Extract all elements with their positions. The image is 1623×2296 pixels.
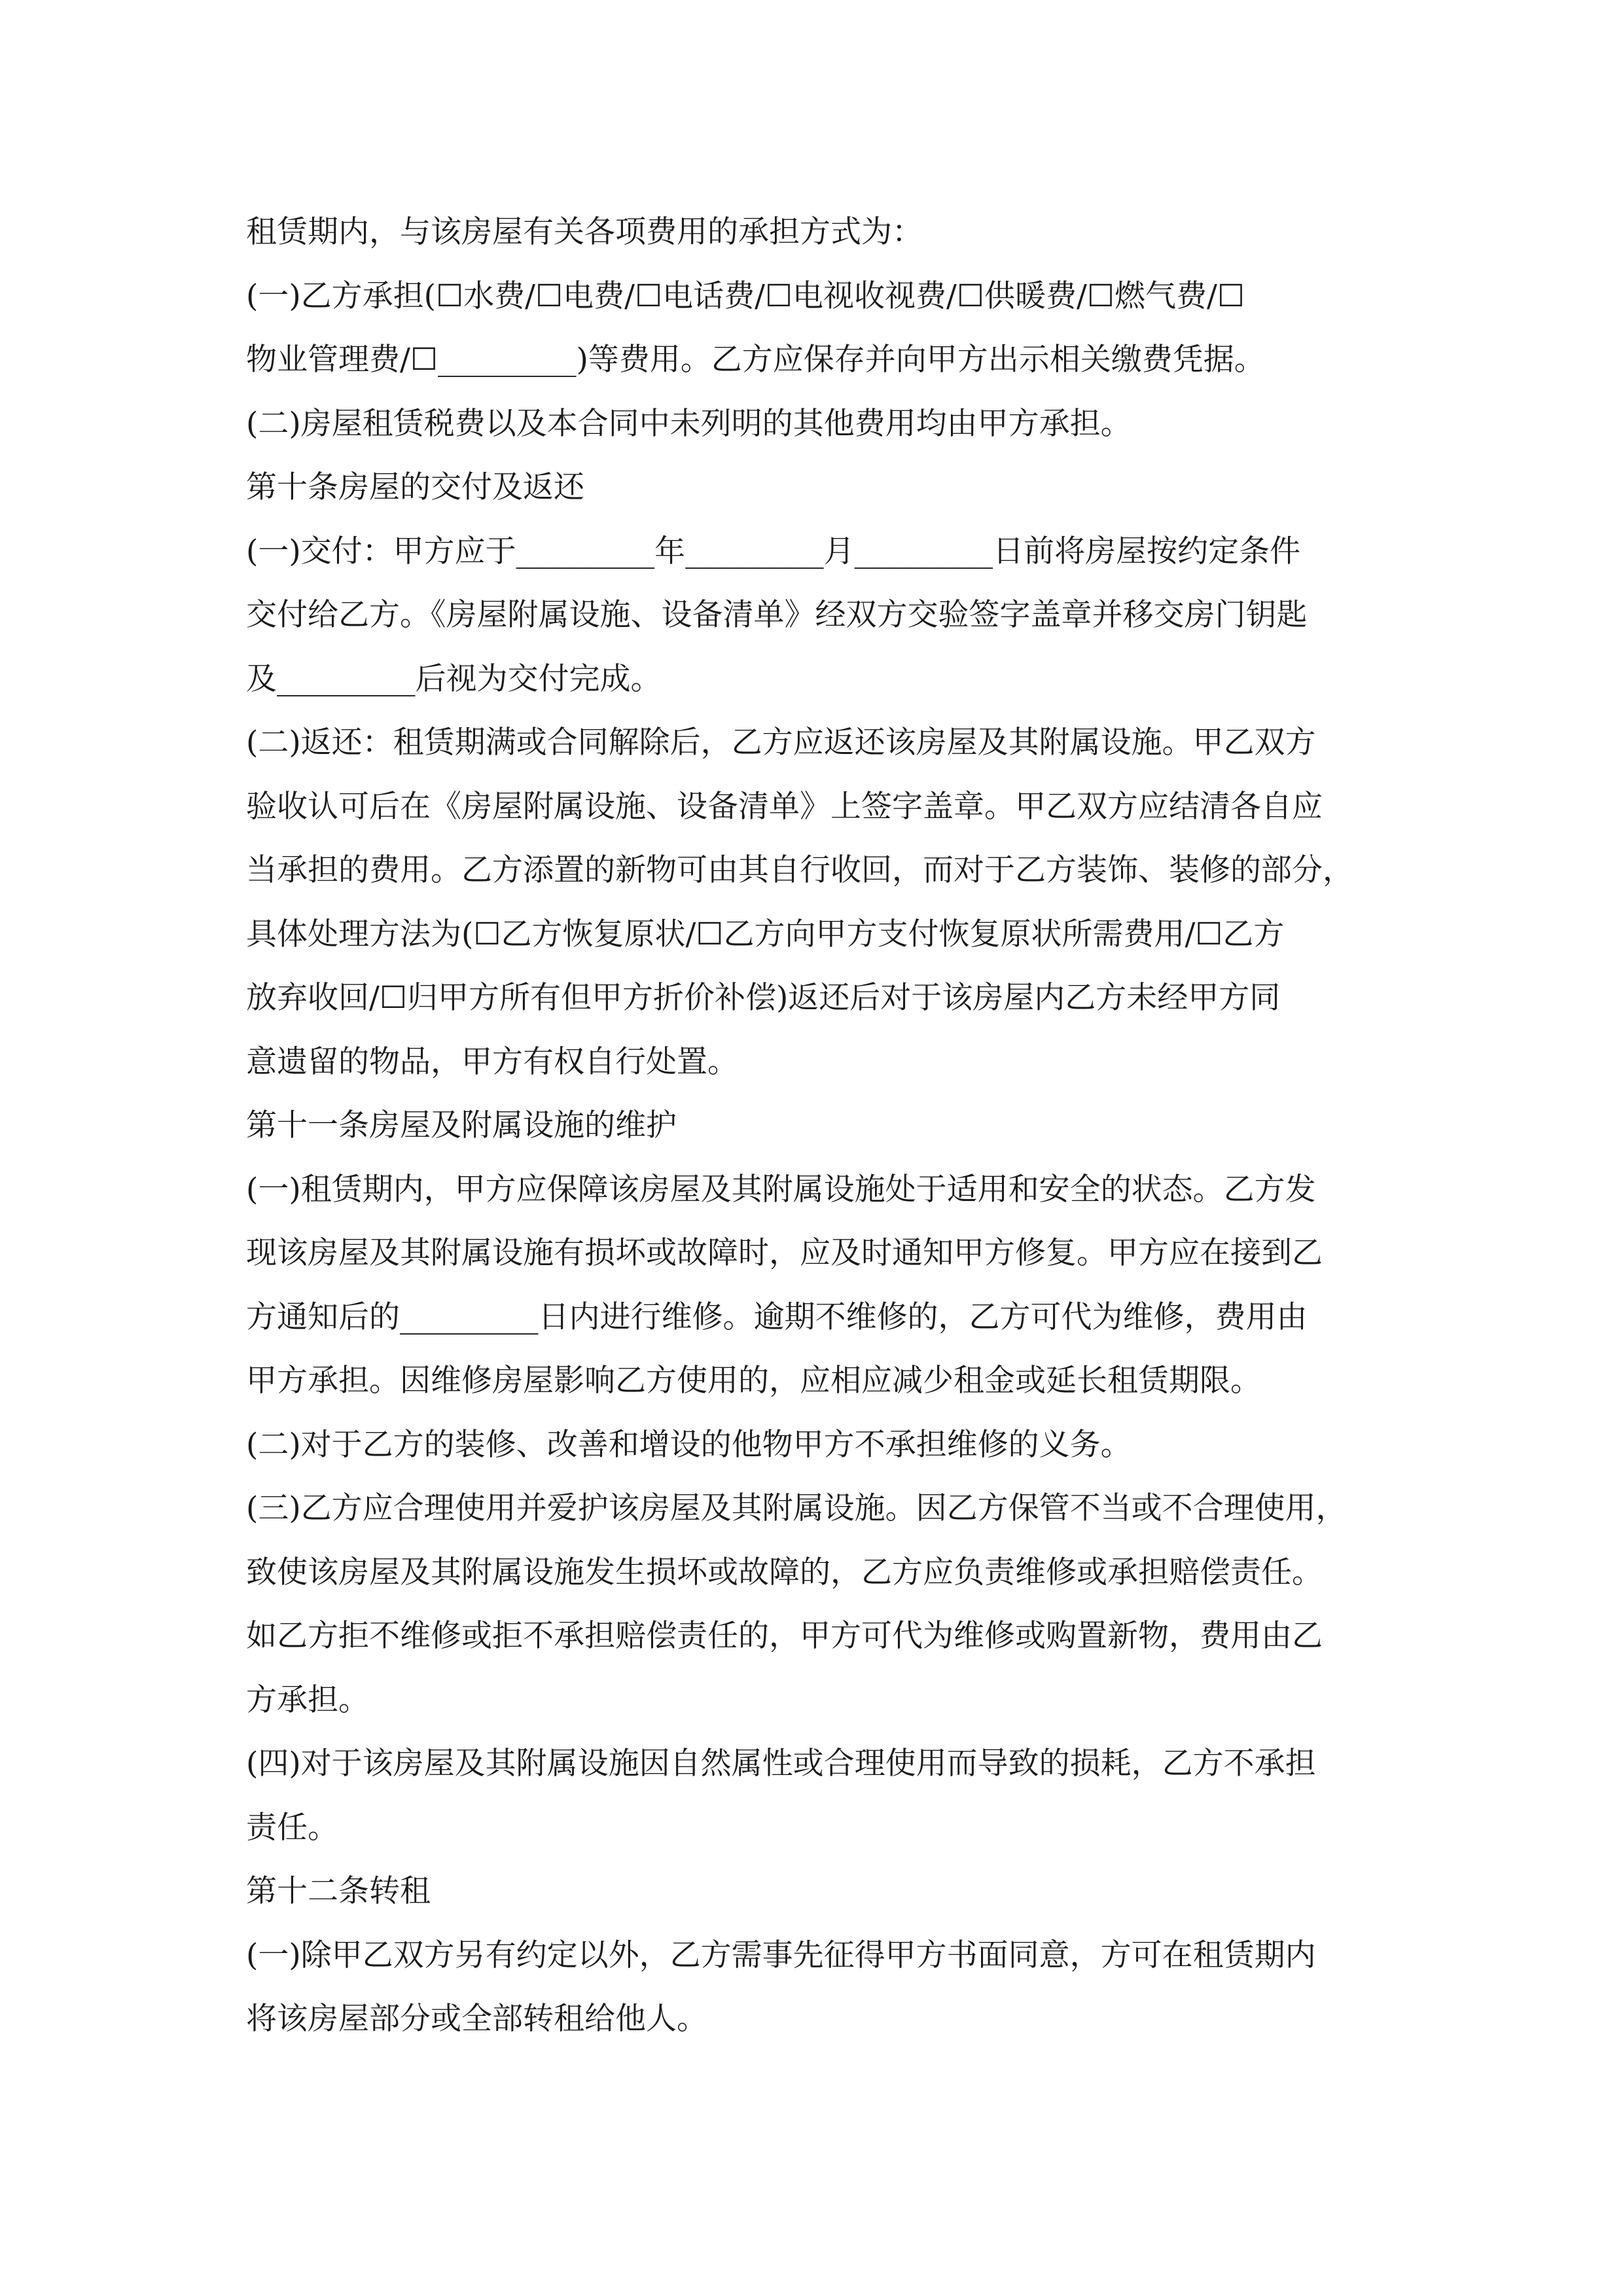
text-line: 现该房屋及其附属设施有损坏或故障时，应及时通知甲方修复。甲方应在接到乙	[246, 1235, 1323, 1271]
text-line: 意遗留的物品，甲方有权自行处置。	[246, 1043, 738, 1080]
document-body	[246, 200, 1385, 2051]
text-line: (一)租赁期内，甲方应保障该房屋及其附属设施处于适用和安全的状态。乙方发	[246, 1171, 1316, 1208]
text-line: 如乙方拒不维修或拒不承担赔偿责任的，甲方可代为维修或购置新物，费用由乙	[246, 1618, 1323, 1654]
text-line: (一)交付：甲方应于_________年_________月_________日前将房屋按约定条件	[246, 533, 1301, 569]
text-line: 方承担。	[246, 1681, 369, 1718]
text-line: 当承担的费用。乙方添置的新物可由其自行收回，而对于乙方装饰、装修的部分，	[246, 852, 1353, 888]
text-line: 放弃收回/☐归甲方所有但甲方折价补偿)返还后对于该房屋内乙方未经甲方同	[246, 980, 1281, 1016]
text-line: 及_________后视为交付完成。	[246, 660, 662, 697]
text-line: (二)返还：租赁期满或合同解除后，乙方应返还该房屋及其附属设施。甲乙双方	[246, 725, 1316, 761]
text-line: 方通知后的_________日内进行维修。逾期不维修的，乙方可代为维修，费用由	[246, 1299, 1308, 1335]
text-line: 验收认可后在《房屋附属设施、设备清单》上签字盖章。甲乙双方应结清各自应	[246, 788, 1323, 825]
text-line: (一)除甲乙双方另有约定以外，乙方需事先征得甲方书面同意，方可在租赁期内	[246, 1937, 1316, 1973]
text-line: 致使该房屋及其附属设施发生损坏或故障的，乙方应负责维修或承担赔偿责任。	[246, 1554, 1323, 1590]
section-heading: 第十二条转租	[246, 1873, 431, 1909]
text-line: 物业管理费/☐_________)等费用。乙方应保存并向甲方出示相关缴费凭据。	[246, 342, 1265, 378]
text-line: (三)乙方应合理使用并爱护该房屋及其附属设施。因乙方保管不当或不合理使用，	[246, 1490, 1347, 1526]
text-line: 将该房屋部分或全部转租给他人。	[246, 2001, 707, 2037]
section-heading: 第十一条房屋及附属设施的维护	[246, 1107, 677, 1143]
text-line: (二)房屋租赁税费以及本合同中未列明的其他费用均由甲方承担。	[246, 405, 1132, 442]
text-line: (四)对于该房屋及其附属设施因自然属性或合理使用而导致的损耗，乙方不承担	[246, 1746, 1316, 1782]
text-line: 具体处理方法为(☐乙方恢复原状/☐乙方向甲方支付恢复原状所需费用/☐乙方	[246, 916, 1285, 952]
section-heading: 第十条房屋的交付及返还	[246, 469, 584, 505]
text-line: 甲方承担。因维修房屋影响乙方使用的，应相应减少租金或延长租赁期限。	[246, 1363, 1261, 1399]
text-line: 责任。	[246, 1809, 338, 1846]
text-line: (一)乙方承担(☐水费/☐电费/☐电话费/☐电视收视费/☐供暖费/☐燃气费/☐	[246, 278, 1245, 314]
text-line: (二)对于乙方的装修、改善和增设的他物甲方不承担维修的义务。	[246, 1426, 1132, 1463]
text-line: 交付给乙方。《房屋附属设施、设备清单》经双方交验签字盖章并移交房门钥匙	[246, 597, 1308, 633]
text-line: 租赁期内，与该房屋有关各项费用的承担方式为：	[246, 214, 923, 250]
